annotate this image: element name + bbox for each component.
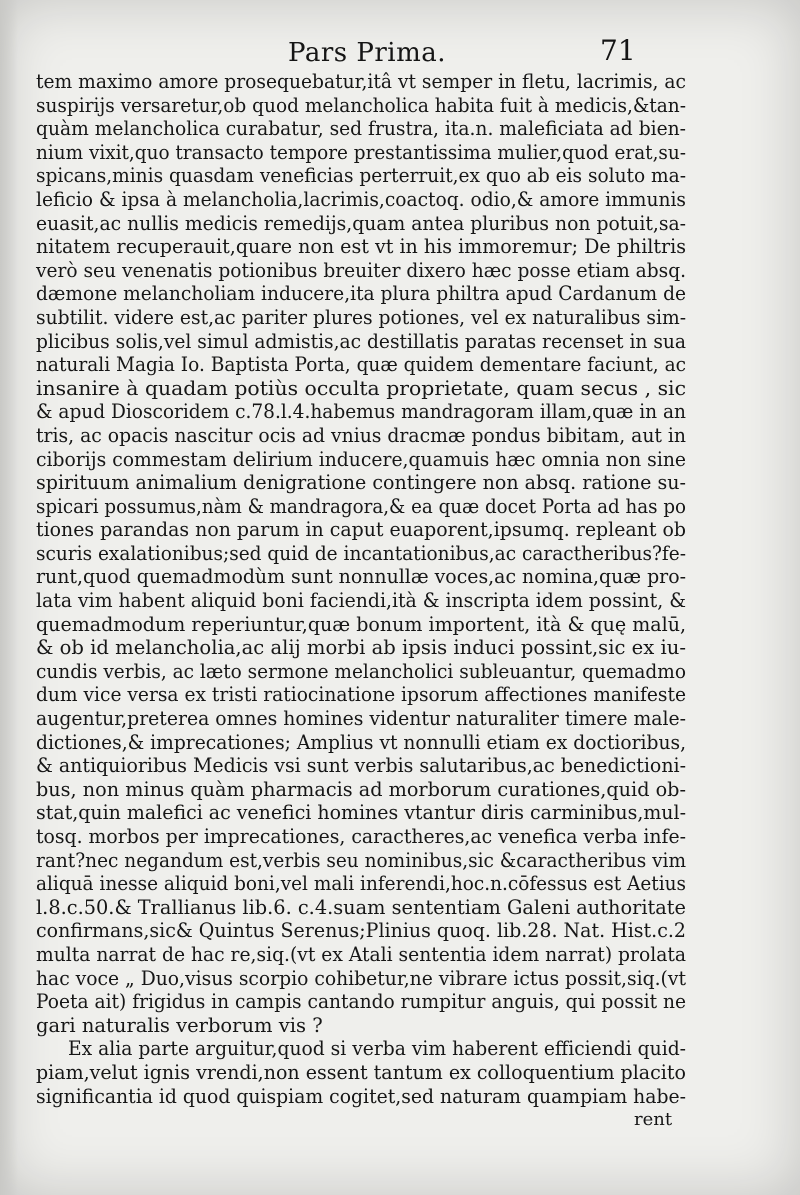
text-line: dæmone melancholiam inducere,ita plura philtra apud Cardanum de — [36, 282, 687, 306]
text-line: & ob id melancholia,ac alij morbi ab ipsis induci possint,sic ex iu- — [36, 636, 686, 660]
text-line: hac voce „ Duo,visus scorpio cohibetur,ne vibrare ictus possit,siq.(vt — [36, 966, 686, 990]
text-line: & antiquioribus Medicis vsi sunt verbis salutaribus,ac benedictioni- — [36, 754, 686, 778]
text-line: significantia id quod quispiam cogitet,sed naturam quampiam habe- — [36, 1084, 686, 1108]
text-line: Poeta ait) frigidus in campis cantando rumpitur anguis, qui possit ne — [36, 990, 686, 1014]
text-line: bus, non minus quàm pharmacis ad morborum curationes,quid ob- — [36, 777, 686, 801]
text-line: subtilit. videre est,ac pariter plures potiones, vel ex naturalibus sim- — [36, 305, 687, 329]
text-line: runt,quod quemadmodùm sunt nonnullæ voces,ac nomina,quæ pro- — [36, 565, 686, 589]
text-line: stat,quin malefici ac venefici homines vtantur diris carminibus,mul- — [36, 801, 686, 825]
text-line: dum vice versa ex tristi ratiocinatione ipsorum affectiones manifeste — [36, 683, 686, 707]
text-line: tiones parandas non parum in caput euaporent,ipsumq. repleant ob — [36, 518, 686, 542]
text-line: aliquā inesse aliquid boni,vel mali inferendi,hoc.n.cōfessus est Aetius — [36, 872, 686, 896]
page-number: 71 — [600, 34, 636, 67]
text-line: plicibus solis,vel simul admistis,ac destillatis paratas recenset in sua — [36, 329, 687, 353]
text-line: nitatem recuperauit,quare non est vt in his immoremur; De philtris — [36, 235, 687, 259]
text-line: spicans,minis quasdam veneficias perterruit,ex quo ab eis soluto ma- — [36, 164, 686, 188]
text-line: Ex alia parte arguitur,quod si verba vim haberent efficiendi quid- — [68, 1037, 686, 1061]
text-line: spirituum animalium denigratione contingere non absq. ratione su- — [36, 471, 686, 495]
text-line: multa narrat de hac re,siq.(vt ex Atali sententia idem narrat) prolata — [36, 942, 687, 966]
text-line: tem maximo amore prosequebatur,itâ vt semper in fletu, lacrimis, ac — [36, 70, 686, 93]
text-line: spicari possumus,nàm & mandragora,& ea quæ docet Porta ad has po — [36, 494, 687, 518]
text-line: nium vixit,quo transacto tempore prestantissima mulier,quod erat,su- — [36, 140, 686, 164]
text-line: quemadmodum reperiuntur,quæ bonum importent, ità & quę malū, — [36, 612, 687, 636]
text-line: cundis verbis, ac læto sermone melancholici subleuantur, quemadmo — [36, 659, 686, 683]
text-line: gari naturalis verborum vis ? — [36, 1013, 323, 1037]
body-text — [36, 70, 686, 1132]
text-line: insanire à quadam potiùs occulta proprietate, quam secus , sic — [36, 376, 687, 400]
text-line: scuris exalationibus;sed quid de incantationibus,ac caractheribus?fe- — [36, 541, 686, 565]
text-line: leficio & ipsa à melancholia,lacrimis,coactoq. odio,& amore immunis — [36, 187, 686, 211]
text-line: lata vim habent aliquid boni faciendi,ità & inscripta idem possint, & — [36, 589, 686, 613]
catchword: rent — [634, 1109, 673, 1131]
text-line: suspirijs versaretur,ob quod melancholica habita fuit à medicis,&tan- — [36, 93, 686, 117]
text-line: l.8.c.50.& Trallianus lib.6. c.4.suam sententiam Galeni authoritate — [36, 895, 686, 919]
text-line: confirmans,sic& Quintus Serenus;Plinius quoq. lib.28. Nat. Hist.c.2 — [36, 919, 686, 943]
text-line: ciborijs commestam delirium inducere,quamuis hæc omnia non sine — [36, 447, 687, 471]
text-line: tris, ac opacis nascitur ocis ad vnius dracmæ pondus bibitam, aut in — [36, 423, 687, 447]
text-line: tosq. morbos per imprecationes, caractheres,ac venefica verba infe- — [36, 825, 686, 848]
running-head: Pars Prima. — [288, 38, 447, 68]
text-line: naturali Magia Io. Baptista Porta, quæ quidem dementare faciunt, ac — [36, 353, 687, 377]
text-line: augentur,preterea omnes homines videntur naturaliter timere male- — [36, 707, 686, 731]
text-line: dictiones,& imprecationes; Amplius vt nonnulli etiam ex doctioribus, — [36, 730, 687, 754]
text-line: verò seu venenatis potionibus breuiter dixero hæc posse etiam absq. — [36, 258, 687, 282]
text-line: quàm melancholica curabatur, sed frustra, ita.n. maleficiata ad bien- — [36, 117, 686, 141]
text-line: & apud Dioscoridem c.78.l.4.habemus mandragoram illam,quæ in an — [36, 400, 686, 424]
text-line: piam,velut ignis vrendi,non essent tantum ex colloquentium placito — [36, 1060, 686, 1084]
text-line: rant?nec negandum est,verbis seu nominibus,sic &caractheribus vim — [36, 848, 687, 872]
text-line: euasit,ac nullis medicis remedijs,quam antea pluribus non potuit,sa- — [36, 211, 687, 235]
